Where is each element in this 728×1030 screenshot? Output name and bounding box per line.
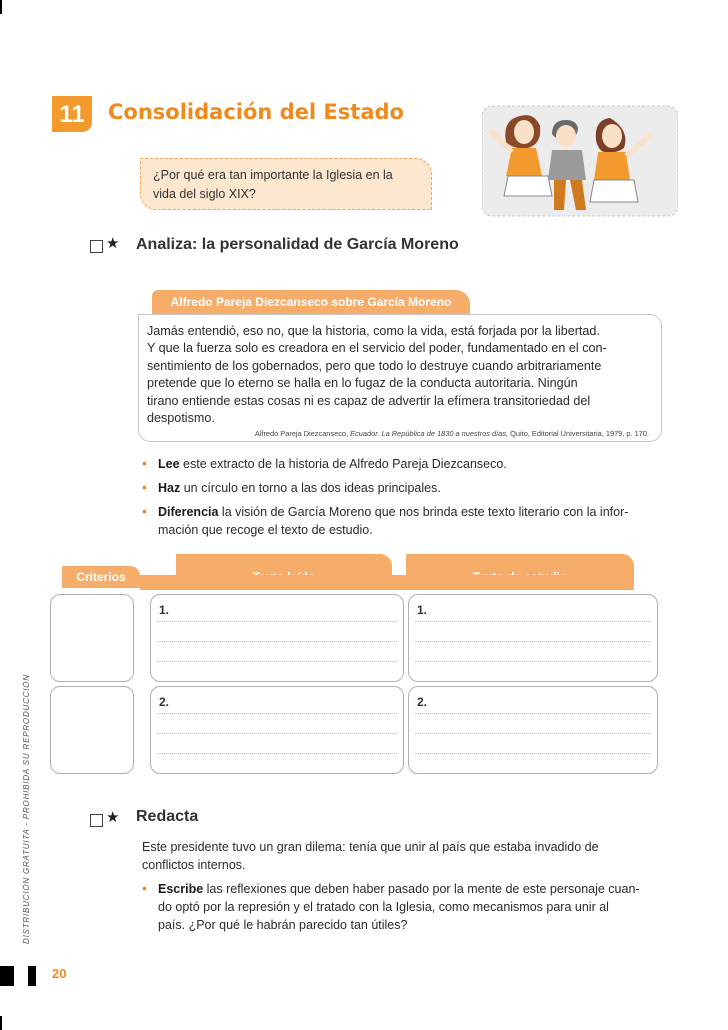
students-illustration: [482, 98, 678, 220]
bullet-verb: Haz: [158, 481, 181, 495]
quote-line: tirano entiende estas cosas ni es capaz de advertir la efímera transitoriedad del: [147, 393, 591, 408]
bullet-icon: •: [142, 479, 147, 495]
texto-leido-cell[interactable]: [150, 686, 404, 774]
checkbox[interactable]: [90, 240, 103, 253]
header-criterios: Criterios: [62, 566, 140, 588]
section-heading: Redacta: [136, 808, 199, 825]
writing-line: [415, 753, 651, 754]
bullet-text: un círculo en torno a las dos ideas principales.: [180, 481, 441, 495]
texto-estudio-cell[interactable]: [408, 594, 658, 682]
bullet-text: do optó por la represión y el tratado con la Iglesia, como mecanismos para unir al: [158, 900, 609, 914]
criterio-cell[interactable]: [50, 594, 134, 682]
citation-title: Ecuador. La República de 1830 a nuestros días,: [350, 429, 509, 438]
quote-line: Jamás entendió, eso no, que la historia, como la vida, está forjada por la libertad.: [147, 324, 600, 338]
writing-line: [415, 621, 651, 622]
bullet-text: mación que recoge el texto de estudio.: [158, 523, 373, 537]
writing-line: [157, 733, 397, 734]
lesson-title: Consolidación del Estado: [108, 100, 404, 124]
crop-mark: [0, 0, 2, 14]
quote-line: despotismo.: [147, 411, 215, 426]
writing-line: [157, 713, 397, 714]
quote-line: pretende que lo eterno se halla en lo fugaz de la conducta autoritaria. Ningún: [147, 376, 578, 391]
writing-line: [157, 753, 397, 754]
bullet-verb: Escribe: [158, 882, 204, 896]
writing-line: [415, 713, 651, 714]
source-tab: Alfredo Pareja Diezcanseco sobre García Moreno: [152, 290, 470, 314]
item-number: 1.: [159, 603, 170, 617]
bullet-icon: •: [142, 880, 147, 896]
lesson-number: 11: [52, 96, 92, 132]
writing-line: [157, 661, 397, 662]
citation-author: Alfredo Pareja Diezcanseco,: [254, 429, 349, 438]
header-bar: [140, 575, 634, 590]
bullet-icon: •: [142, 503, 147, 519]
criterio-cell[interactable]: [50, 686, 134, 774]
bullet-text: país. ¿Por qué le habrán parecido tan útiles?: [158, 918, 408, 932]
texto-estudio-cell[interactable]: [408, 686, 658, 774]
star-icon: ★: [106, 809, 120, 826]
distribution-notice: DISTRIBUCIÓN GRATUITA - PROHIBIDA SU REPRODUCCIÓN: [22, 674, 31, 944]
writing-line: [415, 641, 651, 642]
crop-mark: [0, 1016, 2, 1030]
writing-line: [157, 641, 397, 642]
checkbox[interactable]: [90, 814, 103, 827]
question-line: vida del siglo XIX?: [153, 187, 256, 201]
bullet-text: la visión de García Moreno que nos brinda este texto literario con la infor-: [218, 505, 629, 519]
star-icon: ★: [106, 235, 120, 252]
quote-text: [147, 323, 653, 427]
instruction-bullet: [142, 503, 678, 539]
quote-line: sentimiento de los gobernados, pero que todo lo destruye cuando arbitrariamente: [147, 358, 602, 373]
page-number: 20: [52, 966, 67, 981]
item-number: 2.: [159, 695, 170, 709]
writing-line: [157, 621, 397, 622]
crop-mark: [0, 966, 14, 986]
texto-leido-cell[interactable]: [150, 594, 404, 682]
section-heading: Analiza: la personalidad de García Moreno: [136, 236, 459, 253]
question-line: ¿Por qué era tan importante la Iglesia en la: [153, 168, 393, 182]
bullet-text: las reflexiones que deben haber pasado por la mente de este personaje cuan-: [203, 882, 640, 896]
quote-line: Y que la fuerza solo es creadora en el servicio del poder, fundamentado en el con-: [147, 341, 607, 356]
bullet-verb: Lee: [158, 457, 180, 471]
bullet-text: este extracto de la historia de Alfredo Pareja Diezcanseco.: [179, 457, 507, 471]
guiding-question: [140, 158, 432, 210]
item-number: 1.: [417, 603, 428, 617]
paragraph-line: conflictos internos.: [142, 858, 246, 872]
writing-line: [415, 661, 651, 662]
writing-line: [415, 733, 651, 734]
bullet-verb: Diferencia: [158, 505, 219, 519]
citation: [255, 429, 649, 438]
citation-rest: Quito, Editorial Universitaria, 1979, p. 170.: [510, 429, 649, 438]
instruction-bullet: [142, 455, 678, 473]
quote-box: [138, 314, 662, 442]
redacta-paragraph: [142, 838, 658, 874]
crop-mark: [28, 966, 36, 986]
item-number: 2.: [417, 695, 428, 709]
paragraph-line: Este presidente tuvo un gran dilema: tenía que unir al país que estaba invadido de: [142, 840, 599, 854]
instruction-bullet: [142, 880, 678, 934]
instruction-bullet: [142, 479, 678, 497]
bullet-icon: •: [142, 455, 147, 471]
